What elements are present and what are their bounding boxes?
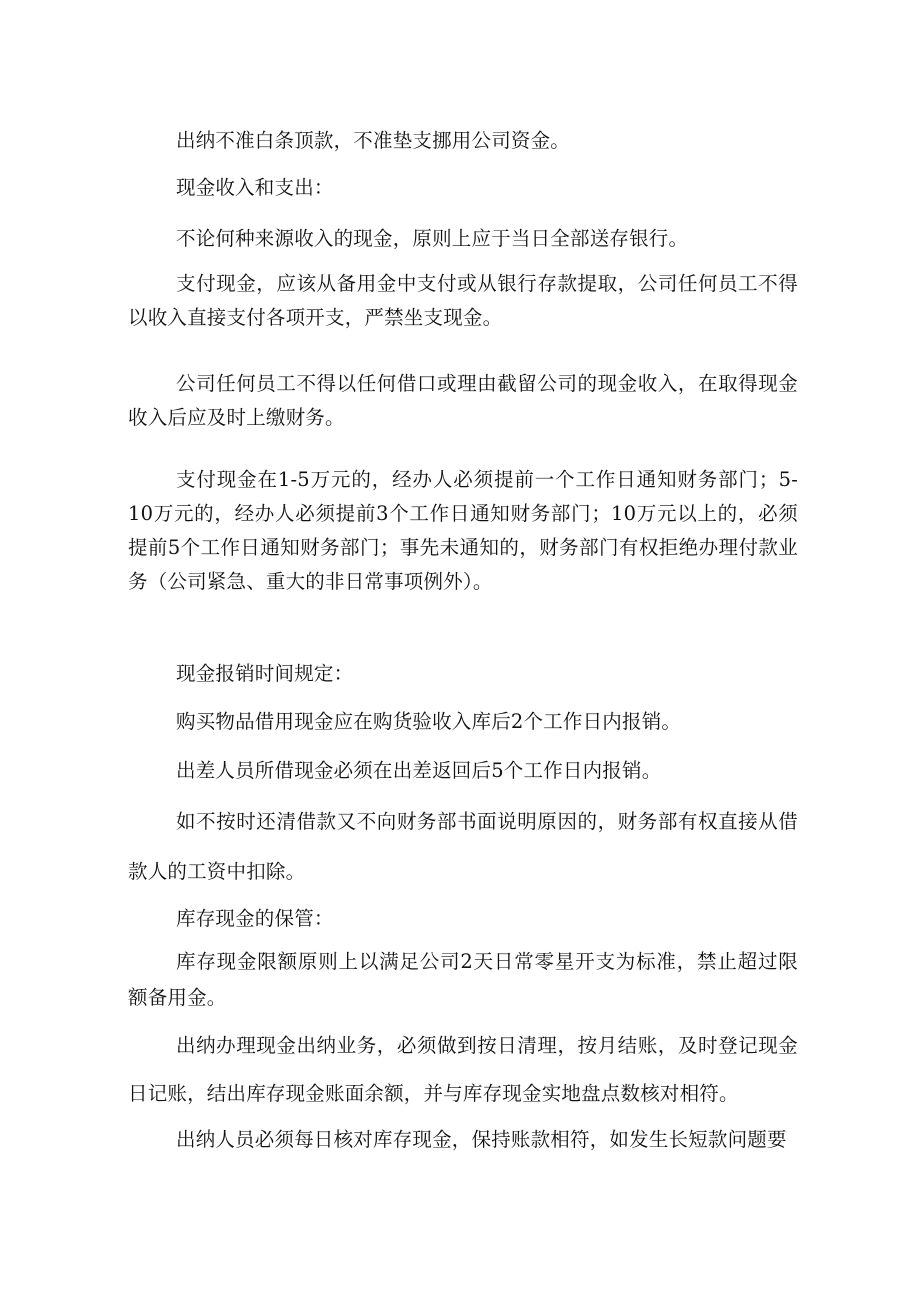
paragraph-3: 不论何种来源收入的现金，原则上应于当日全部送存银行。: [176, 227, 689, 250]
paragraph-11-heading: 库存现金的保管：: [176, 907, 334, 930]
paragraph-12: 库存现金限额原则上以满足公司2天日常零星开支为标准，禁止超过限额备用金。: [128, 950, 798, 1009]
paragraph-10: 如不按时还清借款又不向财务部书面说明原因的，财务部有权直接从借款人的工资中扣除。: [128, 810, 798, 883]
paragraph-8: 购买物品借用现金应在购货验收入库后2个工作日内报销。: [176, 710, 682, 733]
paragraph-2-heading: 现金收入和支出：: [176, 176, 334, 199]
paragraph-14: 出纳人员必须每日核对库存现金，保持账款相符，如发生长短款问题要: [176, 1128, 787, 1151]
paragraph-1: 出纳不准白条顶款，不准垫支挪用公司资金。: [176, 129, 571, 152]
paragraph-5: 公司任何员工不得以任何借口或理由截留公司的现金收入，在取得现金收入后应及时上缴财务。: [128, 372, 798, 429]
paragraph-13: 出纳办理现金出纳业务，必须做到按日清理，按月结账，及时登记现金日记账，结出库存现金账面余额，并与库存现金实地盘点数核对相符。: [128, 1034, 798, 1105]
paragraph-4: 支付现金，应该从备用金中支付或从银行存款提取，公司任何员工不得以收入直接支付各项开支，严禁坐支现金。: [128, 272, 798, 329]
paragraph-9: 出差人员所借现金必须在出差返回后5个工作日内报销。: [176, 759, 662, 782]
paragraph-6: 支付现金在1-5万元的，经办人必须提前一个工作日通知财务部门；5-10万元的，经办人必须提前3个工作日通知财务部门；10万元以上的，必须提前5个工作日通知财务部门；事先未通知的，财务部门有权拒绝办理付款业务（公司紧急、重大的非日常事项例外）。: [128, 468, 798, 593]
paragraph-7-heading: 现金报销时间规定：: [176, 662, 354, 685]
